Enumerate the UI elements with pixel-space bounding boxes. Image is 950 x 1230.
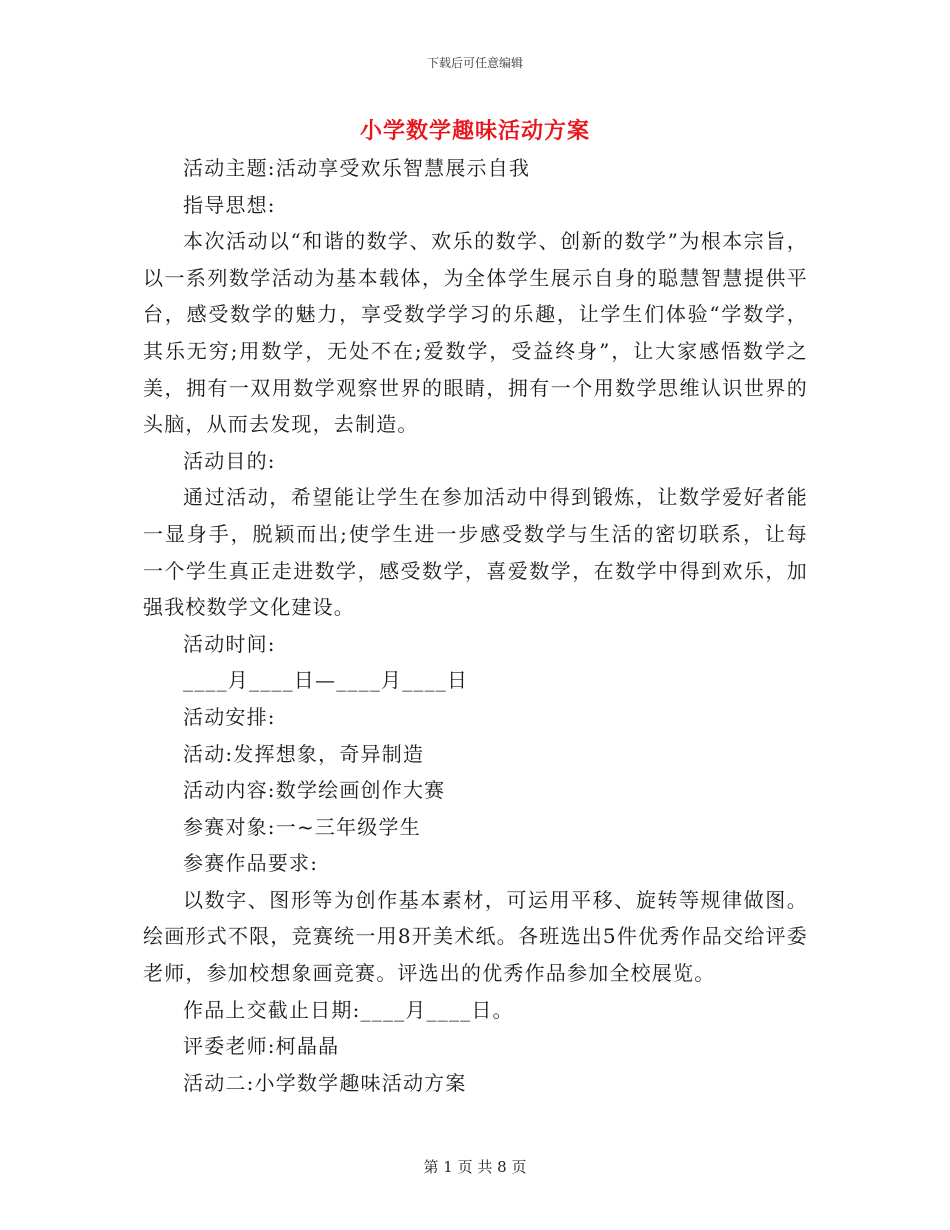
paragraph-activity-two: 活动二:小学数学趣味活动方案 [183,1070,467,1095]
paragraph-guiding-heading: 指导思想: [183,192,276,217]
paragraph-activity-content: 活动内容:数学绘画创作大赛 [183,778,446,803]
paragraph-arrangement-heading: 活动安排: [183,704,276,729]
paragraph-theme: 活动主题:活动享受欢乐智慧展示自我 [183,156,531,180]
paragraph-activity: 活动:发挥想象，奇异制造 [183,741,425,766]
paragraph-time-heading: 活动时间: [183,631,276,656]
paragraph-time-blank: ____月____日—____月____日 [183,668,469,693]
paragraph-requirements-heading: 参赛作品要求: [183,851,319,876]
document-body [143,150,808,1101]
paragraph-participants: 参赛对象:一~三年级学生 [183,814,421,839]
paragraph-purpose-heading: 活动目的: [183,448,276,473]
paragraph-requirements-text: 以数字、图形等为创作基本素材，可运用平移、旋转等规律做图。绘画形式不限，竞赛统一用8开美术纸。各班选出5件优秀作品交给评委老师，参加校想象画竞赛。评选出的优秀作品参加全校展览。 [143,887,808,986]
document-title: 小学数学趣味活动方案 [359,118,590,144]
header-note: 下载后可任意编辑 [426,56,523,70]
page-number: 第 1 页 共 8 页 [423,1158,527,1176]
paragraph-purpose-text: 通过活动，希望能让学生在参加活动中得到锻炼，让数学爱好者能一显身手，脱颖而出;使学生进一步感受数学与生活的密切联系，让每一个学生真正走进数学，感受数学，喜爱数学，在数学中得到欢乐，加强我校数学文化建设。 [143,485,808,620]
paragraph-judges: 评委老师:柯晶晶 [183,1034,340,1059]
paragraph-guiding-text: 本次活动以“和谐的数学、欢乐的数学、创新的数学”为根本宗旨，以一系列数学活动为基本载体，为全体学生展示自身的聪慧智慧提供平台，感受数学的魅力，享受数学学习的乐趣，让学生们体验“学数学，其乐无穷;用数学，无处不在;爱数学，受益终身”，让大家感悟数学之美，拥有一双用数学观察世界的眼睛，拥有一个用数学思维认识世界的头脑，从而去发现，去制造。 [143,229,808,437]
paragraph-deadline: 作品上交截止日期:____月____日。 [183,997,514,1022]
